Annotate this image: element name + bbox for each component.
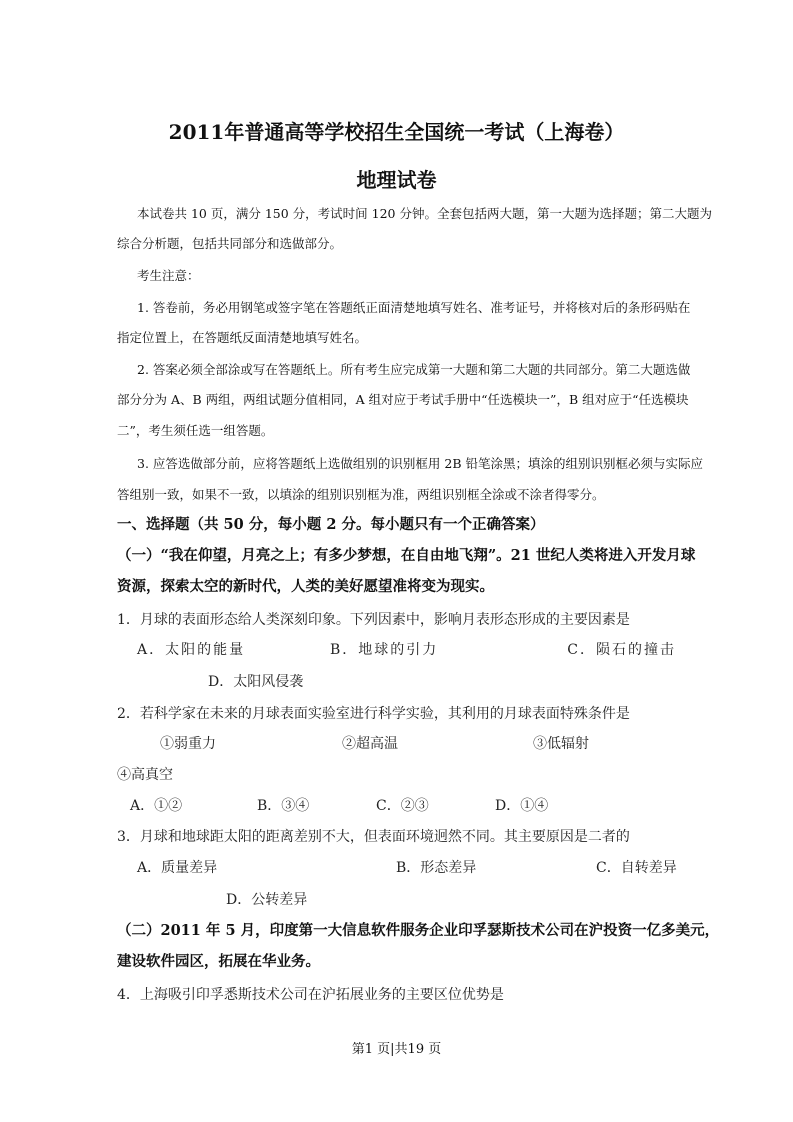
group-intro-line: 建设软件园区，拓展在华业务。 [117,953,320,970]
q3-option-c: C．自转差异 [596,860,677,876]
document-subtitle: 地理试卷 [356,168,437,192]
notice-line: 3. 应答选做部分前，应将答题纸上选做组别的识别框用 2B 铅笔涂黑；填涂的组别识别框必须与实际应 [137,456,703,471]
notice-line: 指定位置上，在答题纸反面清楚地填写姓名。 [117,330,368,345]
notice-line: 1. 答卷前，务必用钢笔或签字笔在答题纸正面清楚地填写姓名、准考证号，并将核对后的条形码贴在 [137,300,691,315]
intro-line: 本试卷共 10 页，满分 150 分，考试时间 120 分钟。全套包括两大题，第一大题为选择题；第二大题为 [137,206,712,221]
notice-line: 部分分为 A、B 两组，两组试题分值相同，A 组对应于考试手册中“任选模块一”，B 组对应于“任选模块 [117,392,689,407]
q1-option-c: C．陨石的撞击 [567,642,676,658]
q2-option-b: B．③④ [257,798,310,814]
group-intro-line: （二）2011 年 5 月，印度第一大信息软件服务企业印孚瑟斯技术公司在沪投资一亿多美元， [117,922,720,939]
notice-line: 二”，考生须任选一组答题。 [117,423,274,438]
q3-option-b: B．形态差异 [396,860,477,876]
notice-heading: 考生注意： [137,268,200,283]
q3-option-d: D．公转差异 [226,892,308,908]
q2-option-a: A．①② [130,798,183,814]
q1-option-b: B．地球的引力 [330,642,439,658]
question-2-stem: 2．若科学家在未来的月球表面实验室进行科学实验，其利用的月球表面特殊条件是 [117,706,630,722]
group-intro-line: 资源，探索太空的新时代，人类的美好愿望准将变为现实。 [117,578,494,595]
q2-option-c: C．②③ [376,798,429,814]
notice-line: 答组别一致，如果不一致，以填涂的组别识别框为准，两组识别框全涂或不涂者得零分。 [117,487,605,502]
page-footer: 第1 页|共19 页 [351,1042,442,1057]
document-title: 2011年普通高等学校招生全国统一考试（上海卷） [168,120,625,144]
q1-option-d: D．太阳风侵袭 [208,674,304,690]
q2-condition: ④高真空 [117,767,173,783]
question-3-stem: 3．月球和地球距太阳的距离差别不大，但表面环境迥然不同。其主要原因是二者的 [117,829,630,845]
q1-option-a: A．太阳的能量 [137,642,246,658]
notice-line: 2. 答案必须全部涂或写在答题纸上。所有考生应完成第一大题和第二大题的共同部分。第二大题选做 [137,362,691,377]
question-1-stem: 1．月球的表面形态给人类深刻印象。下列因素中，影响月表形态形成的主要因素是 [117,612,630,628]
q2-condition: ③低辐射 [533,736,589,752]
intro-line: 综合分析题，包括共同部分和选做部分。 [117,236,343,251]
group-intro-line: （一）“我在仰望，月亮之上；有多少梦想，在自由地飞翔”。21 世纪人类将进入开发月球 [117,547,696,564]
q3-option-a: A．质量差异 [137,860,218,876]
section-heading: 一、选择题（共 50 分，每小题 2 分。每小题只有一个正确答案） [117,516,545,533]
question-4-stem: 4．上海吸引印孚悉斯技术公司在沪拓展业务的主要区位优势是 [117,987,504,1003]
q2-condition: ①弱重力 [160,736,216,752]
q2-condition: ②超高温 [342,736,398,752]
q2-option-d: D．①④ [495,798,549,814]
